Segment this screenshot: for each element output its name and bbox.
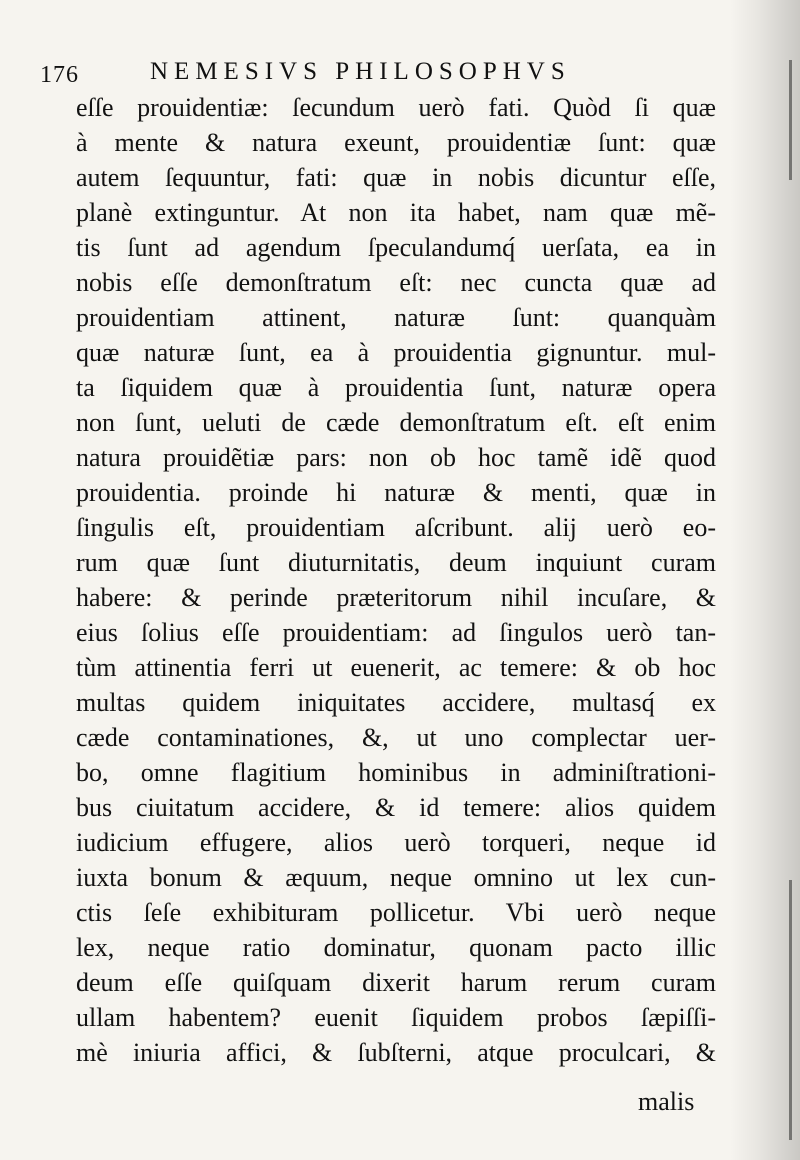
text-line: bus ciuitatum accidere, & id temere: alios quidem	[76, 793, 716, 822]
text-line: ullam habentem? euenit ſiquidem probos ſæpiſſi-	[76, 1003, 716, 1032]
text-line: iuxta bonum & æquum, neque omnino ut lex cun-	[76, 863, 716, 892]
text-line: deum eſſe quiſquam dixerit harum rerum curam	[76, 968, 716, 997]
text-line: planè extinguntur. At non ita habet, nam quæ mẽ-	[76, 198, 716, 227]
page-edge-mark	[789, 60, 792, 180]
running-head: NEMESIVS PHILOSOPHVS	[150, 58, 571, 85]
page-edge-mark	[789, 880, 792, 1140]
text-line: eſſe prouidentiæ: ſecundum uerò fati. Quòd ſi quæ	[76, 93, 716, 122]
text-line: quæ naturæ ſunt, ea à prouidentia gignuntur. mul-	[76, 338, 716, 367]
text-line: lex, neque ratio dominatur, quonam pacto illic	[76, 933, 716, 962]
text-line: tùm attinentia ferri ut euenerit, ac temere: & ob hoc	[76, 653, 716, 682]
text-line: mè iniuria affici, & ſubſterni, atque proculcari, &	[76, 1038, 716, 1067]
text-line: nobis eſſe demonſtratum eſt: nec cuncta quæ ad	[76, 268, 716, 297]
text-line: tis ſunt ad agendum ſpeculandumq́ uerſata, ea in	[76, 233, 716, 262]
text-line: rum quæ ſunt diuturnitatis, deum inquiunt curam	[76, 548, 716, 577]
text-line: non ſunt, ueluti de cæde demonſtratum eſt. eſt enim	[76, 408, 716, 437]
catchword: malis	[638, 1087, 695, 1116]
page-number: 176	[40, 62, 79, 88]
text-line: ta ſiquidem quæ à prouidentia ſunt, naturæ opera	[76, 373, 716, 402]
text-line: ctis ſeſe exhibituram pollicetur. Vbi uerò neque	[76, 898, 716, 927]
text-line: à mente & natura exeunt, prouidentiæ ſunt: quæ	[76, 128, 716, 157]
text-line: eius ſolius eſſe prouidentiam: ad ſingulos uerò tan-	[76, 618, 716, 647]
text-line: prouidentia. proinde hi naturæ & menti, quæ in	[76, 478, 716, 507]
text-line: multas quidem iniquitates accidere, multasq́ ex	[76, 688, 716, 717]
body-text	[76, 90, 716, 1070]
text-line: bo, omne flagitium hominibus in adminiſtrationi-	[76, 758, 716, 787]
text-line: iudicium effugere, alios uerò torqueri, neque id	[76, 828, 716, 857]
text-line: prouidentiam attinent, naturæ ſunt: quanquàm	[76, 303, 716, 332]
text-line: ſingulis eſt, prouidentiam aſcribunt. alij uerò eo-	[76, 513, 716, 542]
text-line: cæde contaminationes, &, ut uno complectar uer-	[76, 723, 716, 752]
text-line: natura prouidẽtiæ pars: non ob hoc tamẽ idẽ quod	[76, 443, 716, 472]
text-line: autem ſequuntur, fati: quæ in nobis dicuntur eſſe,	[76, 163, 716, 192]
text-line: habere: & perinde præteritorum nihil incuſare, &	[76, 583, 716, 612]
